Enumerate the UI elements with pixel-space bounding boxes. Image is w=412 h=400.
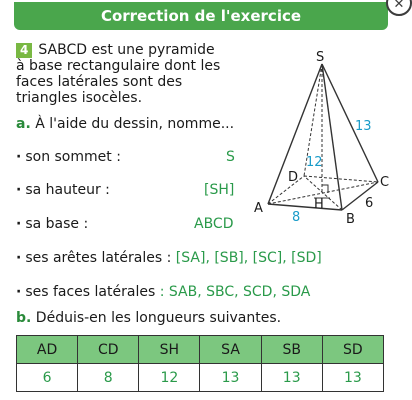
question-lateral-edges: · ses arêtes latérales : [SA], [SB], [SC], [SD] bbox=[16, 250, 322, 266]
answer-lateral-edges: [SA], [SB], [SC], [SD] bbox=[175, 250, 322, 266]
answer-height: [SH] bbox=[204, 182, 235, 198]
statement-line-4: triangles isocèles. bbox=[16, 90, 143, 106]
table-header-cell: SD bbox=[322, 336, 383, 364]
question-label: ses arêtes latérales : bbox=[25, 250, 172, 266]
part-a-prompt bbox=[16, 116, 234, 132]
exercise-number-badge: 4 bbox=[16, 43, 32, 58]
edge-ab bbox=[268, 204, 342, 210]
table-cell: 12 bbox=[139, 364, 200, 392]
table-header-row bbox=[17, 336, 384, 364]
close-icon[interactable]: ✕ bbox=[386, 0, 412, 16]
measure-ab: 8 bbox=[292, 210, 301, 225]
edge-dc bbox=[304, 176, 378, 182]
question-height: · sa hauteur : bbox=[16, 182, 110, 198]
measure-bc: 6 bbox=[365, 196, 374, 211]
statement-line-1: SABCD est une pyramide bbox=[38, 42, 215, 58]
exercise-header bbox=[14, 2, 388, 30]
lengths-table bbox=[16, 335, 384, 392]
table-header-cell: SB bbox=[261, 336, 322, 364]
faces-separator: : bbox=[159, 284, 165, 300]
question-label: son sommet : bbox=[25, 149, 121, 165]
exercise-statement bbox=[16, 42, 220, 106]
answer-base: ABCD bbox=[194, 216, 234, 232]
part-a-text: À l'aide du dessin, nomme... bbox=[35, 116, 235, 132]
table-cell: 13 bbox=[261, 364, 322, 392]
vertex-b-label: B bbox=[346, 212, 355, 227]
vertex-d-label: D bbox=[288, 170, 299, 185]
foot-h-label: H bbox=[314, 197, 324, 212]
table-header-cell: SH bbox=[139, 336, 200, 364]
part-b-prompt bbox=[16, 310, 281, 326]
part-b-label: b. bbox=[16, 310, 32, 326]
question-lateral-faces: · ses faces latérales : SAB, SBC, SCD, SDA bbox=[16, 284, 311, 300]
statement-line-2: à base rectangulaire dont les bbox=[16, 58, 221, 74]
table-header-cell: SA bbox=[200, 336, 261, 364]
vertex-c-label: C bbox=[380, 175, 390, 190]
pyramid-figure bbox=[250, 50, 395, 225]
question-label: sa base : bbox=[25, 216, 89, 232]
table-cell: 13 bbox=[200, 364, 261, 392]
table-header-cell: AD bbox=[17, 336, 78, 364]
table-cell: 8 bbox=[78, 364, 139, 392]
table-header-cell: CD bbox=[78, 336, 139, 364]
question-summit: · son sommet : bbox=[16, 149, 121, 165]
vertex-s-label: S bbox=[316, 50, 325, 65]
table-cell: 13 bbox=[322, 364, 383, 392]
question-label: ses faces latérales bbox=[25, 284, 156, 300]
answer-lateral-faces: SAB, SBC, SCD, SDA bbox=[168, 284, 311, 300]
question-label: sa hauteur : bbox=[25, 182, 110, 198]
table-cell: 6 bbox=[17, 364, 78, 392]
vertex-a-label: A bbox=[254, 201, 263, 216]
part-a-label: a. bbox=[16, 116, 31, 132]
measure-sh: 12 bbox=[306, 155, 323, 170]
measure-sc: 13 bbox=[355, 119, 372, 134]
header-title: Correction de l'exercice bbox=[100, 7, 302, 25]
answer-summit: S bbox=[226, 149, 235, 165]
part-b-text: Déduis-en les longueurs suivantes. bbox=[35, 310, 282, 326]
table-row bbox=[17, 364, 384, 392]
statement-line-3: faces latérales sont des bbox=[16, 74, 183, 90]
question-base: · sa base : bbox=[16, 216, 89, 232]
